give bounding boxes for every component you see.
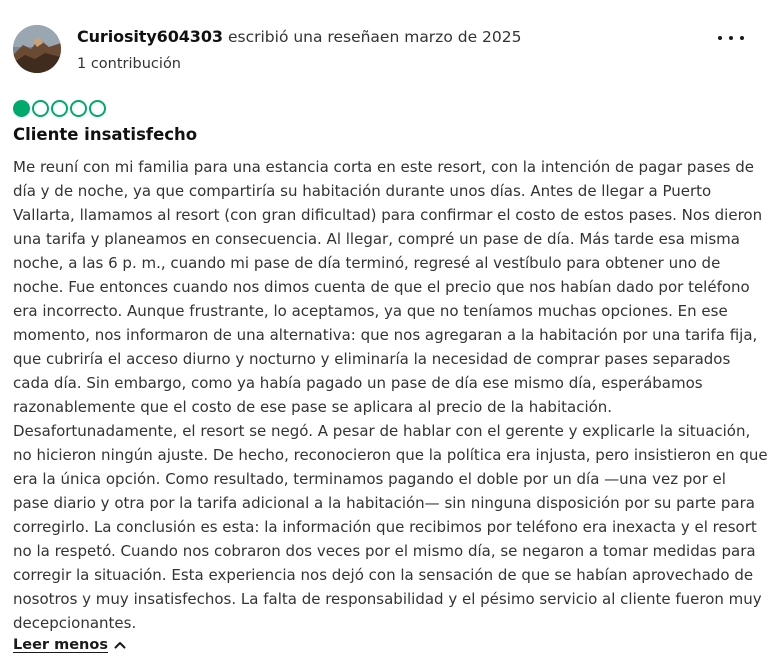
more-options-button[interactable] — [718, 28, 744, 48]
rating-bubble-filled — [13, 100, 30, 117]
read-less-label: Leer menos — [13, 637, 108, 653]
more-horizontal-icon — [718, 36, 744, 40]
review-body-line: noche, a las 6 p. m., cuando mi pase de día terminó, regresé al vestíbulo para obtener uno de — [13, 254, 721, 272]
review-body-line: Desafortunadamente, el resort se negó. A pesar de hablar con el gerente y explicarle la situación, — [13, 422, 751, 440]
review-body-line: corregir la situación. Esta experiencia nos dejó con la sensación de que se habían aprovechado de — [13, 566, 754, 584]
rating-bubble-empty — [89, 100, 106, 117]
review-body-line: pase diario y otra por la tarifa adicional a la habitación— sin ninguna disposición por su parte para — [13, 494, 755, 512]
author-name[interactable]: Curiosity604303 — [77, 27, 223, 46]
chevron-up-icon — [114, 640, 126, 650]
review-body-line: no hicieron ningún ajuste. De hecho, reconocieron que la política era injusta, pero insistieron en que — [13, 446, 768, 464]
author-line — [77, 27, 521, 46]
review-body-line: momento, nos informaron de una alternativa: que nos agregaran a la habitación por una tarifa fija, — [13, 326, 758, 344]
rating-bubble-empty — [51, 100, 68, 117]
review-body-line: era la única opción. Como resultado, terminamos pagando el doble por un día —una vez por el — [13, 470, 726, 488]
review-date-text: escribió una reseñaen marzo de 2025 — [227, 28, 522, 46]
rating-bubble-empty — [70, 100, 87, 117]
review-title: Cliente insatisfecho — [13, 125, 198, 144]
review-body-line: nosotros y muy insatisfechos. La falta de responsabilidad y el pésimo servicio al cliente fueron muy — [13, 590, 762, 608]
review-body-line: razonablemente que el costo de ese pase se aplicara al precio de la habitación. — [13, 398, 613, 416]
avatar[interactable] — [13, 25, 61, 73]
review-body-line: noche. Fue entonces cuando nos dimos cuenta de que el precio que nos habían dado por teléfono — [13, 278, 750, 296]
review-body-line: una tarifa y planeamos en consecuencia. Al llegar, compré un pase de día. Más tarde esa misma — [13, 230, 740, 248]
review-body-line: corregirlo. La conclusión es esta: la información que recibimos por teléfono era inexacta y el resort — [13, 518, 757, 536]
review-body-line: que cubriría el acceso diurno y nocturno y eliminaría la necesidad de comprar pases separados — [13, 350, 731, 368]
read-less-link[interactable] — [13, 637, 126, 653]
avatar-image — [13, 25, 61, 73]
review-body-line: Me reuní con mi familia para una estancia corta en este resort, con la intención de pagar pases de — [13, 158, 755, 176]
review-body-line: decepcionantes. — [13, 614, 137, 632]
review-body — [13, 155, 768, 635]
review-body-line: era incorrecto. Aunque frustrante, lo aceptamos, ya que no teníamos muchas opciones. En ese — [13, 302, 728, 320]
rating-bubbles — [13, 100, 106, 117]
review-body-line: Vallarta, llamamos al resort (con gran dificultad) para confirmar el costo de estos pases. Nos dieron — [13, 206, 763, 224]
contribution-count: 1 contribución — [77, 56, 181, 72]
rating-bubble-empty — [32, 100, 49, 117]
review-body-line: no la respetó. Cuando nos cobraron dos veces por el mismo día, se negaron a tomar medidas para — [13, 542, 756, 560]
review-body-line: día y de noche, ya que compartiría su habitación durante unos días. Antes de llegar a Puerto — [13, 182, 712, 200]
review-body-line: cada día. Sin embargo, como ya había pagado un pase de día ese mismo día, esperábamos — [13, 374, 703, 392]
